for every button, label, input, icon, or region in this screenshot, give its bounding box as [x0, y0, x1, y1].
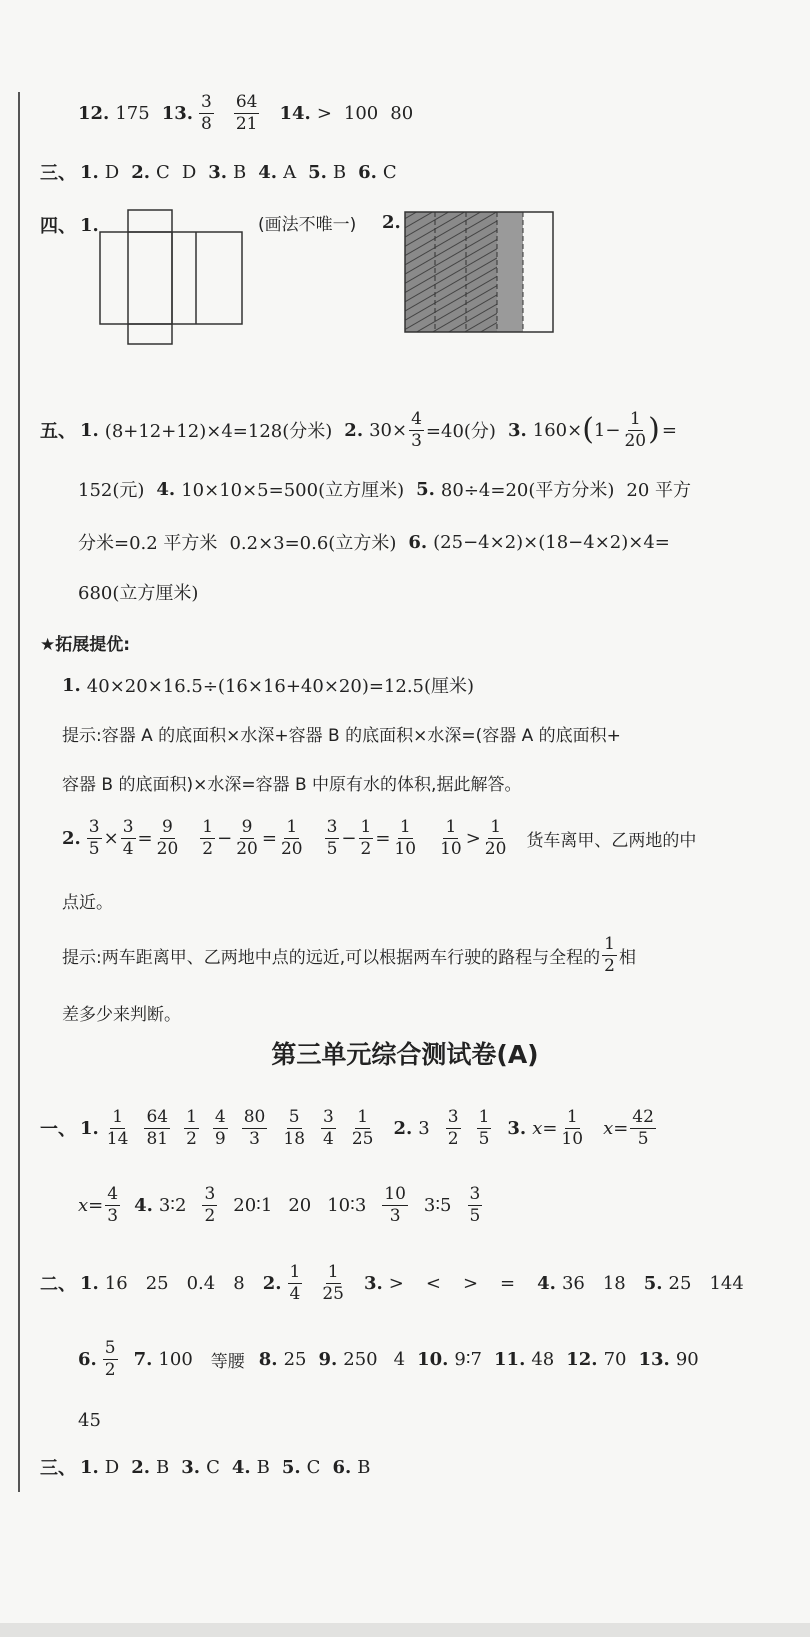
- answer: x=: [78, 1194, 104, 1216]
- answer-row-12: [62, 808, 708, 868]
- answer: 250: [343, 1348, 378, 1370]
- answer: 20∶1: [233, 1194, 273, 1216]
- q-num: 5.: [308, 161, 327, 183]
- answer: 3: [418, 1117, 430, 1139]
- q-num: 1.: [80, 1117, 99, 1139]
- fraction: $\frac{3}{5}$: [326, 816, 338, 859]
- q-num: 6.: [358, 161, 377, 183]
- fraction: $\frac{1}{20}$: [280, 816, 303, 859]
- operator: −: [217, 827, 233, 849]
- fraction: $\frac{3}{2}$: [447, 1106, 459, 1149]
- fraction: $\frac{64}{81}$: [146, 1106, 169, 1149]
- operator: −: [341, 827, 357, 849]
- q-num: 2.: [262, 1272, 282, 1294]
- operator: =: [261, 827, 277, 849]
- fraction: $\frac{1}{2}$: [202, 816, 214, 859]
- answer: 点近。: [62, 892, 113, 913]
- answer: 144: [709, 1272, 744, 1294]
- answer-row-16: [40, 1098, 668, 1158]
- fraction: $\frac{4}{3}$: [411, 408, 422, 451]
- q-num: 6.: [78, 1348, 97, 1370]
- answer: 25: [668, 1272, 692, 1294]
- q-num: 2.: [131, 161, 151, 183]
- answer: B: [156, 1456, 170, 1478]
- q-num: 13.: [638, 1348, 670, 1370]
- answer: 100: [158, 1348, 193, 1370]
- fraction: $\frac{80}{3}$: [243, 1106, 266, 1149]
- answer-row-18: [40, 1253, 756, 1313]
- answer: 分米=0.2 平方米: [78, 533, 218, 554]
- q-num: 4.: [231, 1456, 251, 1478]
- answer: 175: [115, 102, 150, 124]
- fraction: $\frac{9}{20}$: [236, 816, 258, 859]
- paren: (: [582, 412, 594, 447]
- q-num: 13.: [161, 102, 194, 124]
- q-num: 3.: [363, 1272, 383, 1294]
- fraction: $\frac{3}{2}$: [204, 1183, 216, 1226]
- q-num: 3.: [181, 1456, 201, 1478]
- q-num: 4.: [134, 1194, 153, 1216]
- answer: 1−: [593, 419, 621, 441]
- answer: B: [332, 161, 347, 183]
- section-label: 五、: [40, 421, 76, 442]
- q-num: 7.: [133, 1348, 153, 1370]
- answer: B: [357, 1456, 371, 1478]
- answer: 8: [233, 1272, 245, 1294]
- q-num: 8.: [258, 1348, 278, 1370]
- fraction: $\frac{3}{8}$: [201, 91, 212, 134]
- answer: 0.4: [186, 1272, 216, 1294]
- operator: =: [375, 827, 391, 849]
- hint-text: 容器 B 的底面积)×水深=容器 B 中原有水的体积,据此解答。: [62, 774, 522, 795]
- fraction: $\frac{1}{25}$: [351, 1106, 374, 1149]
- fraction: $\frac{64}{21}$: [235, 91, 258, 134]
- q-num: 5.: [416, 478, 435, 500]
- margin-line: [18, 92, 20, 1492]
- answer: >: [316, 102, 332, 124]
- answer-row-4: [40, 400, 689, 460]
- answer-row-19: [78, 1329, 711, 1389]
- answer: =: [661, 419, 677, 441]
- answer: 25: [283, 1348, 307, 1370]
- fraction: $\frac{1}{10}$: [394, 816, 417, 859]
- answer: =40(分): [425, 421, 496, 442]
- fraction: $\frac{42}{5}$: [632, 1106, 654, 1149]
- answer: B: [256, 1456, 270, 1478]
- fraction: $\frac{1}{10}$: [440, 816, 462, 859]
- drawing-note: (画法不唯一): [258, 215, 357, 235]
- hint-text: 相: [618, 947, 636, 968]
- answer: 45: [78, 1409, 101, 1431]
- operator: =: [137, 827, 153, 849]
- hint-row-4: [62, 982, 193, 1042]
- answer: B: [233, 161, 247, 183]
- answer: 80: [390, 102, 414, 124]
- answer: =: [500, 1272, 516, 1294]
- answer: 40×20×16.5÷(16×16+40×20)=12.5(厘米): [86, 676, 475, 697]
- answer: 0.2×3=0.6(立方米): [229, 533, 397, 554]
- fraction: $\frac{1}{2}$: [186, 1106, 197, 1149]
- q-num: 2.: [131, 1456, 151, 1478]
- fraction: $\frac{5}{2}$: [104, 1337, 116, 1380]
- answer: C: [206, 1456, 220, 1478]
- fraction: $\frac{3}{5}$: [469, 1183, 481, 1226]
- operator: >: [465, 827, 481, 849]
- q-num: 1.: [80, 214, 99, 236]
- section-label: 一、: [40, 1119, 76, 1140]
- answer: A: [283, 161, 297, 183]
- answer: D: [104, 161, 120, 183]
- answer: 70: [603, 1348, 627, 1370]
- answer: 10∶3: [327, 1194, 367, 1216]
- answer-row-21: [40, 1437, 382, 1497]
- answer: 货车离甲、乙两地的中: [526, 830, 697, 851]
- hint-text: 差多少来判断。: [62, 1004, 181, 1025]
- section-title: 第三单元综合测试卷(A): [271, 1040, 539, 1069]
- q-num: 1.: [80, 1456, 99, 1478]
- fraction: $\frac{1}{25}$: [322, 1261, 344, 1304]
- answer-row-3: [40, 195, 105, 255]
- q-num: 3.: [208, 161, 228, 183]
- answer: 25: [145, 1272, 169, 1294]
- fraction: $\frac{1}{20}$: [484, 816, 507, 859]
- answer-row-5: [78, 459, 703, 519]
- answer: 30×: [369, 419, 408, 441]
- shaded-rectangle-figure: [403, 210, 555, 334]
- section-label: 四、: [40, 216, 76, 237]
- page-bottom-edge: [0, 1623, 810, 1637]
- fraction: $\frac{1}{5}$: [478, 1106, 490, 1149]
- q-num: 5.: [281, 1456, 301, 1478]
- answer: 16: [104, 1272, 128, 1294]
- section-label: ★拓展提优:: [40, 634, 131, 655]
- answer: <: [425, 1272, 441, 1294]
- answer: C: [156, 161, 170, 183]
- answer: 36: [561, 1272, 585, 1294]
- answer: 3∶2: [158, 1194, 187, 1216]
- answer: 80÷4=20(平方分米): [440, 480, 615, 501]
- answer: 9∶7: [454, 1348, 483, 1370]
- answer: x=: [532, 1117, 558, 1139]
- answer: 4: [393, 1348, 406, 1370]
- q-num: 2.: [62, 827, 81, 849]
- answer: 10×10×5=500(立方厘米): [181, 480, 405, 501]
- answer: 等腰: [210, 1351, 245, 1372]
- fraction: $\frac{3}{4}$: [323, 1106, 334, 1149]
- q-num: 11.: [494, 1348, 526, 1370]
- q-num: 5.: [643, 1272, 663, 1294]
- answer: 160×: [532, 419, 583, 441]
- fraction: $\frac{1}{2}$: [604, 933, 615, 976]
- answer: D: [181, 161, 197, 183]
- section-label: 三、: [40, 1458, 76, 1479]
- answer: C: [306, 1456, 321, 1478]
- answer: 152(元): [78, 480, 145, 501]
- answer: >: [388, 1272, 404, 1294]
- answer: 90: [675, 1348, 699, 1370]
- q-num: 6.: [408, 531, 428, 553]
- answer: >: [462, 1272, 479, 1294]
- operator: ×: [103, 827, 119, 849]
- answer: 20: [288, 1194, 312, 1216]
- q-num: 12.: [566, 1348, 598, 1370]
- q-num: 3.: [507, 419, 527, 441]
- fraction: $\frac{4}{3}$: [107, 1183, 119, 1226]
- section-label: 二、: [40, 1274, 76, 1295]
- cuboid-net-figure: [98, 208, 246, 348]
- fraction: $\frac{1}{2}$: [360, 816, 372, 859]
- hint-text: 提示:两车距离甲、乙两地中点的远近,可以根据两车行驶的路程与全程的: [62, 947, 601, 968]
- answer-row-17: [78, 1175, 494, 1235]
- hint-row-2: [62, 752, 533, 812]
- fraction: $\frac{3}{4}$: [122, 816, 134, 859]
- hint-text: 提示:容器 A 的底面积×水深+容器 B 的底面积×水深=(容器 A 的底面积+: [62, 725, 621, 746]
- q-num: 12.: [78, 102, 110, 124]
- q-num: 1.: [80, 161, 99, 183]
- fraction: $\frac{1}{14}$: [106, 1106, 129, 1149]
- q-num: 9.: [318, 1348, 338, 1370]
- q-num: 4.: [156, 478, 176, 500]
- answer: (8+12+12)×4=128(分米): [104, 421, 333, 442]
- fraction: $\frac{1}{10}$: [561, 1106, 584, 1149]
- fraction: $\frac{5}{18}$: [283, 1106, 306, 1149]
- answer: 48: [531, 1348, 555, 1370]
- answer: C: [382, 161, 397, 183]
- fraction: $\frac{10}{3}$: [384, 1183, 406, 1226]
- hint-row-3: [62, 925, 648, 985]
- q-num: 14.: [279, 102, 311, 124]
- paren: ): [648, 412, 660, 447]
- section-label: 三、: [40, 163, 76, 184]
- q-num: 2.: [344, 419, 364, 441]
- q-num: 2.: [382, 212, 401, 233]
- q-num: 1.: [62, 674, 81, 696]
- answer: D: [104, 1456, 120, 1478]
- answer: x=: [603, 1117, 629, 1139]
- fraction: $\frac{1}{4}$: [289, 1261, 301, 1304]
- q-num: 1.: [80, 1272, 99, 1294]
- answer-row-13: [62, 870, 125, 930]
- answer-row-2: [40, 142, 409, 202]
- answer: 18: [602, 1272, 626, 1294]
- answer: 100: [343, 102, 379, 124]
- q-num: 3.: [507, 1117, 527, 1139]
- answer-row-1: [78, 83, 425, 143]
- fraction: $\frac{4}{9}$: [214, 1106, 226, 1149]
- fraction: $\frac{9}{20}$: [156, 816, 179, 859]
- q-num: 6.: [332, 1456, 352, 1478]
- answer: 680(立方厘米): [78, 583, 199, 604]
- q-num: 4.: [258, 161, 278, 183]
- q-num: 4.: [537, 1272, 556, 1294]
- q-num: 2.: [393, 1117, 413, 1139]
- q-num: 1.: [80, 419, 99, 441]
- fraction: $\frac{3}{5}$: [88, 816, 100, 859]
- answer: 20 平方: [626, 480, 692, 501]
- fraction: $\frac{1}{20}$: [624, 408, 647, 451]
- answer: 3∶5: [423, 1194, 452, 1216]
- answer: (25−4×2)×(18−4×2)×4=: [433, 531, 670, 553]
- q-num: 10.: [417, 1348, 449, 1370]
